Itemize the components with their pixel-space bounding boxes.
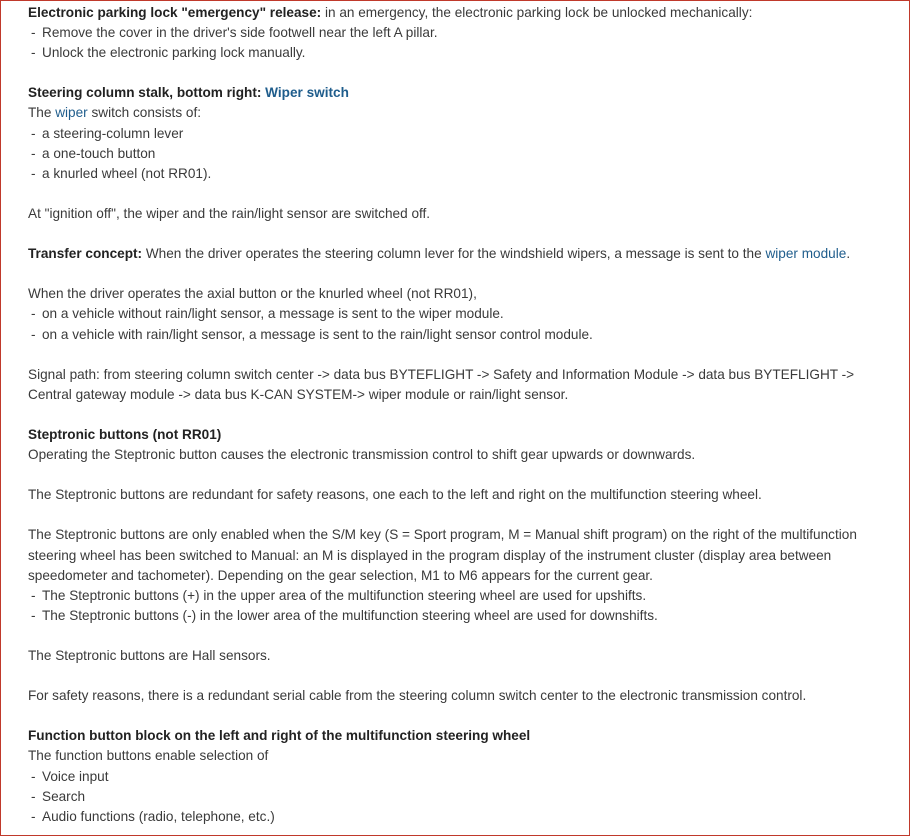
wiper-heading-line — [28, 83, 900, 103]
function-block-intro: The function buttons enable selection of — [28, 748, 269, 764]
list-item: - Audio functions (radio, telephone, etc.) — [28, 807, 900, 827]
list-item: - Unlock the electronic parking lock manually. — [28, 43, 900, 63]
parking-lock-text: in an emergency, the electronic parking lock be unlocked mechanically: — [321, 5, 753, 20]
wiper-switch-link[interactable]: Wiper switch — [265, 85, 349, 101]
list-item: - The Steptronic buttons (-) in the lower area of the multifunction steering wheel are used for downshifts. — [28, 606, 900, 626]
list-item: - Voice input — [28, 767, 900, 787]
steptronic-p1: Operating the Steptronic button causes the electronic transmission control to shift gear upwards or downwards. — [28, 447, 696, 463]
signal-path-line2: Central gateway module -> data bus K-CAN SYSTEM-> wiper module or rain/light sensor. — [28, 386, 569, 402]
wiper-heading: Steering column stalk, bottom right: — [28, 85, 266, 101]
steptronic-p3-line2: steering wheel has been switched to Manual: an M is displayed in the program display of the instrument cluster (display area between — [28, 547, 832, 563]
transfer-text: When the driver operates the steering column lever for the windshield wipers, a message is sent to the — [142, 246, 766, 262]
transfer-end: . — [846, 246, 851, 262]
list-item: - a steering-column lever — [28, 124, 900, 144]
wiper-intro — [28, 103, 900, 123]
wiper-link[interactable]: wiper — [55, 105, 88, 121]
signal-path-line1: Signal path: from steering column switch center -> data bus BYTEFLIGHT -> Safety and Information Module -> data bus BYTEFLIGHT -> — [28, 366, 855, 382]
parking-lock-heading: Electronic parking lock "emergency" release: — [28, 5, 322, 20]
list-item: - on a vehicle with rain/light sensor, a message is sent to the rain/light sensor control module. — [28, 325, 900, 345]
wiper-module-link[interactable]: wiper module — [765, 246, 847, 262]
wiper-intro-post: switch consists of: — [87, 105, 202, 121]
ignition-paragraph: At "ignition off", the wiper and the rain/light sensor are switched off. — [28, 205, 431, 221]
steptronic-p4: The Steptronic buttons are Hall sensors. — [28, 648, 271, 663]
steptronic-p2: The Steptronic buttons are redundant for safety reasons, one each to the left and right on the multifunction steering wheel. — [28, 487, 762, 503]
steptronic-heading: Steptronic buttons (not RR01) — [28, 426, 222, 442]
document-body — [28, 3, 900, 827]
list-item: - The Steptronic buttons (+) in the upper area of the multifunction steering wheel are used for upshifts. — [28, 586, 900, 606]
list-item: - a knurled wheel (not RR01). — [28, 164, 900, 184]
list-item: - Search — [28, 787, 900, 807]
steptronic-p3-line1: The Steptronic buttons are only enabled when the S/M key (S = Sport program, M = Manual shift program) on the right of the multifunction — [28, 527, 857, 543]
list-item: - Remove the cover in the driver's side footwell near the left A pillar. — [28, 23, 900, 43]
steptronic-p3-line3: speedometer and tachometer). Depending on the gear selection, M1 to M6 appears for the current gear. — [28, 567, 653, 583]
function-block-heading: Function button block on the left and right of the multifunction steering wheel — [28, 728, 531, 744]
axial-intro: When the driver operates the axial button or the knurled wheel (not RR01), — [28, 286, 477, 302]
list-item: - on a vehicle without rain/light sensor, a message is sent to the wiper module. — [28, 304, 900, 324]
list-item: - a one-touch button — [28, 144, 900, 164]
transfer-paragraph — [28, 244, 900, 264]
wiper-intro-pre: The — [28, 105, 56, 121]
steptronic-p5: For safety reasons, there is a redundant serial cable from the steering column switch center to the electronic transmission control. — [28, 688, 807, 704]
parking-lock-paragraph — [28, 3, 900, 23]
transfer-heading: Transfer concept: — [28, 246, 143, 262]
